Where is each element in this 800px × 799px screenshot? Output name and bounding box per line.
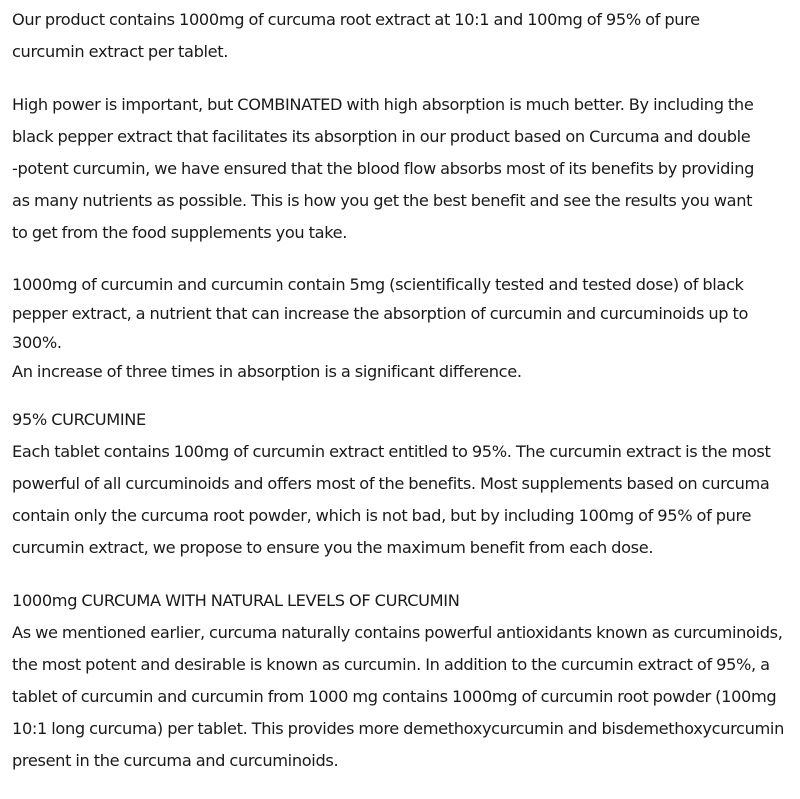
text-line: Our product contains 1000mg of curcuma root extract at 10:1 and 100mg of 95% of pure (12, 10, 700, 29)
paragraph-product-contents (12, 4, 798, 68)
text-line: to get from the food supplements you take. (12, 223, 348, 242)
section-heading: 95% CURCUMINE (12, 410, 146, 429)
section-heading: 1000mg CURCUMA WITH NATURAL LEVELS OF CURCUMIN (12, 591, 460, 610)
text-line: present in the curcuma and curcuminoids. (12, 751, 339, 770)
text-line: -potent curcumin, we have ensured that the blood flow absorbs most of its benefits by providing (12, 159, 755, 178)
text-line: tablet of curcumin and curcumin from 1000 mg contains 1000mg of curcumin root powder (100mg (12, 687, 777, 706)
text-line: Each tablet contains 100mg of curcumin extract entitled to 95%. The curcumin extract is the most (12, 442, 771, 461)
text-line: contain only the curcuma root powder, which is not bad, but by including 100mg of 95% of pure (12, 506, 752, 525)
paragraph-curcuma-1000mg (12, 585, 798, 777)
text-line: powerful of all curcuminoids and offers most of the benefits. Most supplements based on curcuma (12, 474, 770, 493)
text-line: pepper extract, a nutrient that can increase the absorption of curcumin and curcuminoids up to (12, 304, 749, 323)
paragraph-absorption (12, 89, 798, 249)
text-line: the most potent and desirable is known as curcumin. In addition to the curcumin extract of 95%, a (12, 655, 770, 674)
paragraph-curcumine-95 (12, 404, 798, 564)
text-line: As we mentioned earlier, curcuma naturally contains powerful antioxidants known as curcuminoids, (12, 623, 783, 642)
text-line: black pepper extract that facilitates its absorption in our product based on Curcuma and double (12, 127, 751, 146)
text-line: 1000mg of curcumin and curcumin contain 5mg (scientifically tested and tested dose) of black (12, 275, 744, 294)
document-body (12, 4, 798, 777)
text-line: 300%. (12, 333, 62, 352)
text-line: High power is important, but COMBINATED with high absorption is much better. By including the (12, 95, 754, 114)
text-line: curcumin extract per tablet. (12, 42, 229, 61)
text-line: 10:1 long curcuma) per tablet. This provides more demethoxycurcumin and bisdemethoxycurcumin (12, 719, 784, 738)
paragraph-black-pepper (12, 270, 798, 386)
text-line: as many nutrients as possible. This is how you get the best benefit and see the results you want (12, 191, 753, 210)
text-line: An increase of three times in absorption is a significant difference. (12, 362, 522, 381)
text-line: curcumin extract, we propose to ensure you the maximum benefit from each dose. (12, 538, 654, 557)
